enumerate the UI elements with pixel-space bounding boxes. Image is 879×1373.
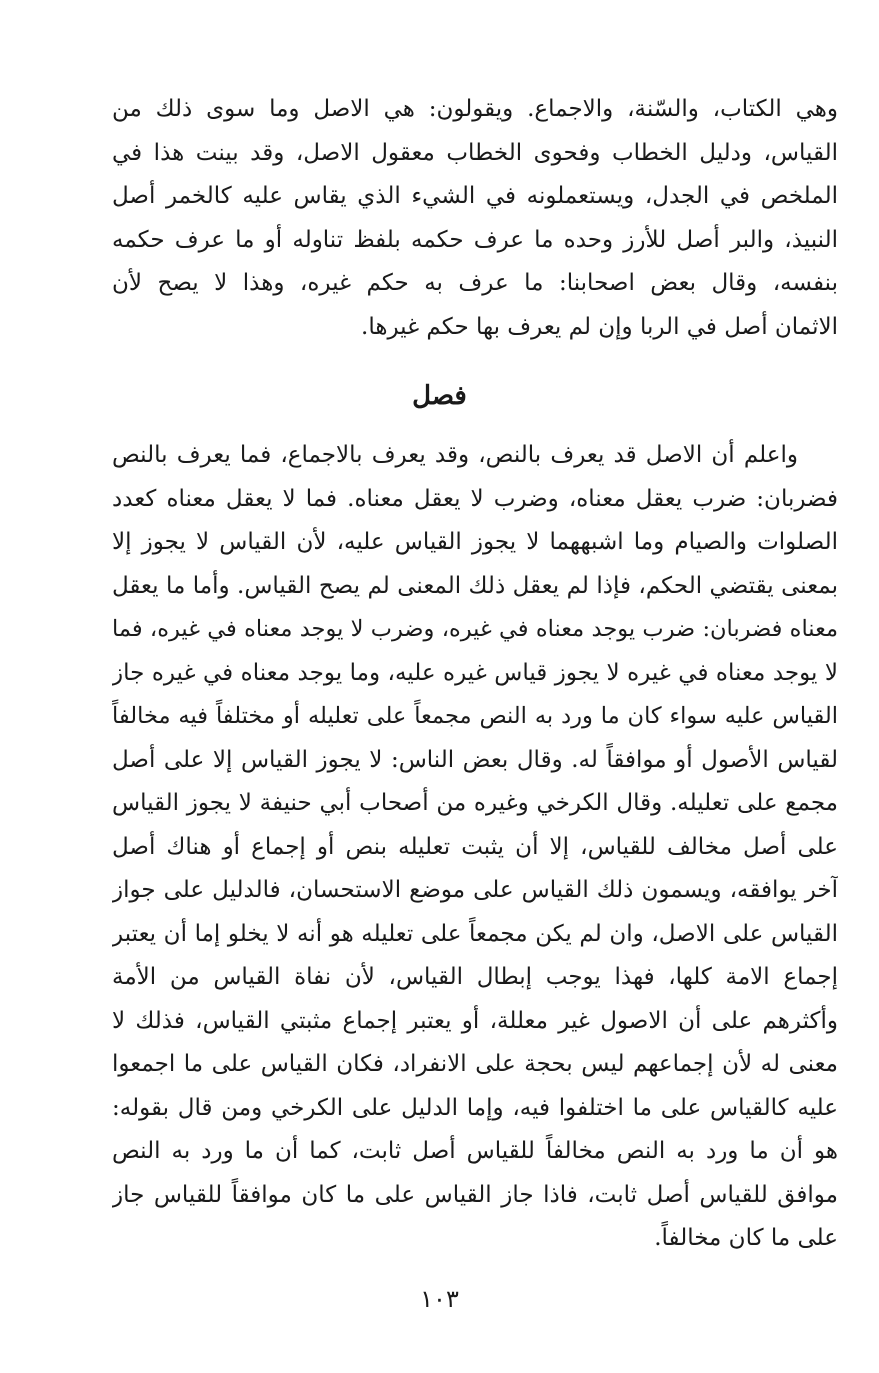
paragraph-1 — [112, 88, 838, 349]
text-line: وهي الكتاب، والسّنة، والاجماع. ويقولون: هي الاصل وما سوى ذلك من — [112, 96, 838, 122]
paragraph-2 — [112, 434, 838, 1261]
text-line: النبيذ، والبر أصل للأرز وحده ما عرف حكمه بلفظ تناوله أو ما عرف حكمه — [112, 226, 838, 253]
text-line: آخر يوافقه، ويسمون ذلك القياس على موضع الاستحسان، فالدليل على جواز — [112, 877, 838, 903]
text-line: على أصل مخالف للقياس، إلا أن يثبت تعليله بنص أو إجماع أو هناك أصل — [112, 833, 838, 860]
text-line: إجماع الامة كلها، فهذا يوجب إبطال القياس، لأن نفاة القياس من الأمة — [112, 964, 838, 990]
text-line: لا يوجد معناه في غيره لا يجوز قياس غيره عليه، وما يوجد معناه في غيره جاز — [112, 659, 838, 686]
text-line: معناه فضربان: ضرب يوجد معناه في غيره، وضرب لا يوجد معناه في غيره، فما — [112, 616, 838, 642]
text-line: واعلم أن الاصل قد يعرف بالنص، وقد يعرف بالاجماع، فما يعرف بالنص — [112, 442, 798, 468]
text-line: الصلوات والصيام وما اشبههما لا يجوز القياس عليه، لأن القياس لا يجوز إلا — [112, 529, 838, 555]
text-line: القياس عليه سواء كان ما ورد به النص مجمعاً على تعليله أو مختلفاً فيه مخالفاً — [112, 703, 838, 729]
text-line: بنفسه، وقال بعض اصحابنا: ما عرف به حكم غيره، وهذا لا يصح لأن — [112, 270, 838, 296]
text-line: القياس، ودليل الخطاب وفحوى الخطاب معقول الاصل، وقد بينت هذا في — [112, 139, 838, 166]
text-line: على ما كان مخالفاً. — [654, 1225, 838, 1251]
text-line: موافق للقياس أصل ثابت، فاذا جاز القياس على ما كان موافقاً للقياس جاز — [112, 1181, 838, 1208]
text-line: بمعنى يقتضي الحكم، فإذا لم يعقل ذلك المعنى لم يصح القياس. وأما ما يعقل — [112, 572, 838, 599]
text-line: القياس على الاصل، وان لم يكن مجمعاً على تعليله هو أنه لا يخلو إما أن يعتبر — [112, 920, 838, 947]
text-line: مجمع على تعليله. وقال الكرخي وغيره من أصحاب أبي حنيفة لا يجوز القياس — [112, 790, 838, 816]
text-line: هو أن ما ورد به النص مخالفاً للقياس أصل ثابت، كما أن ما ورد به النص — [112, 1138, 838, 1164]
text-line: عليه كالقياس على ما اختلفوا فيه، وإما الدليل على الكرخي ومن قال بقوله: — [112, 1094, 838, 1121]
text-line: معنى له لأن إجماعهم ليس بحجة على الانفراد، فكان القياس على ما اجمعوا — [112, 1051, 838, 1077]
text-line: فضربان: ضرب يعقل معناه، وضرب لا يعقل معناه. فما لا يعقل معناه كعدد — [112, 485, 838, 512]
page-number: ١٠٣ — [420, 1285, 459, 1313]
text-line: الاثمان أصل في الربا وإن لم يعرف بها حكم غيرها. — [361, 313, 838, 340]
section-heading: فصل — [412, 381, 467, 411]
text-line: الملخص في الجدل، ويستعملونه في الشيء الذي يقاس عليه كالخمر أصل — [112, 183, 838, 209]
text-line: وأكثرهم على أن الاصول غير معللة، أو يعتبر إجماع مثبتي القياس، فذلك لا — [112, 1007, 838, 1034]
text-line: لقياس الأصول أو موافقاً له. وقال بعض الناس: لا يجوز القياس إلا على أصل — [112, 746, 838, 773]
